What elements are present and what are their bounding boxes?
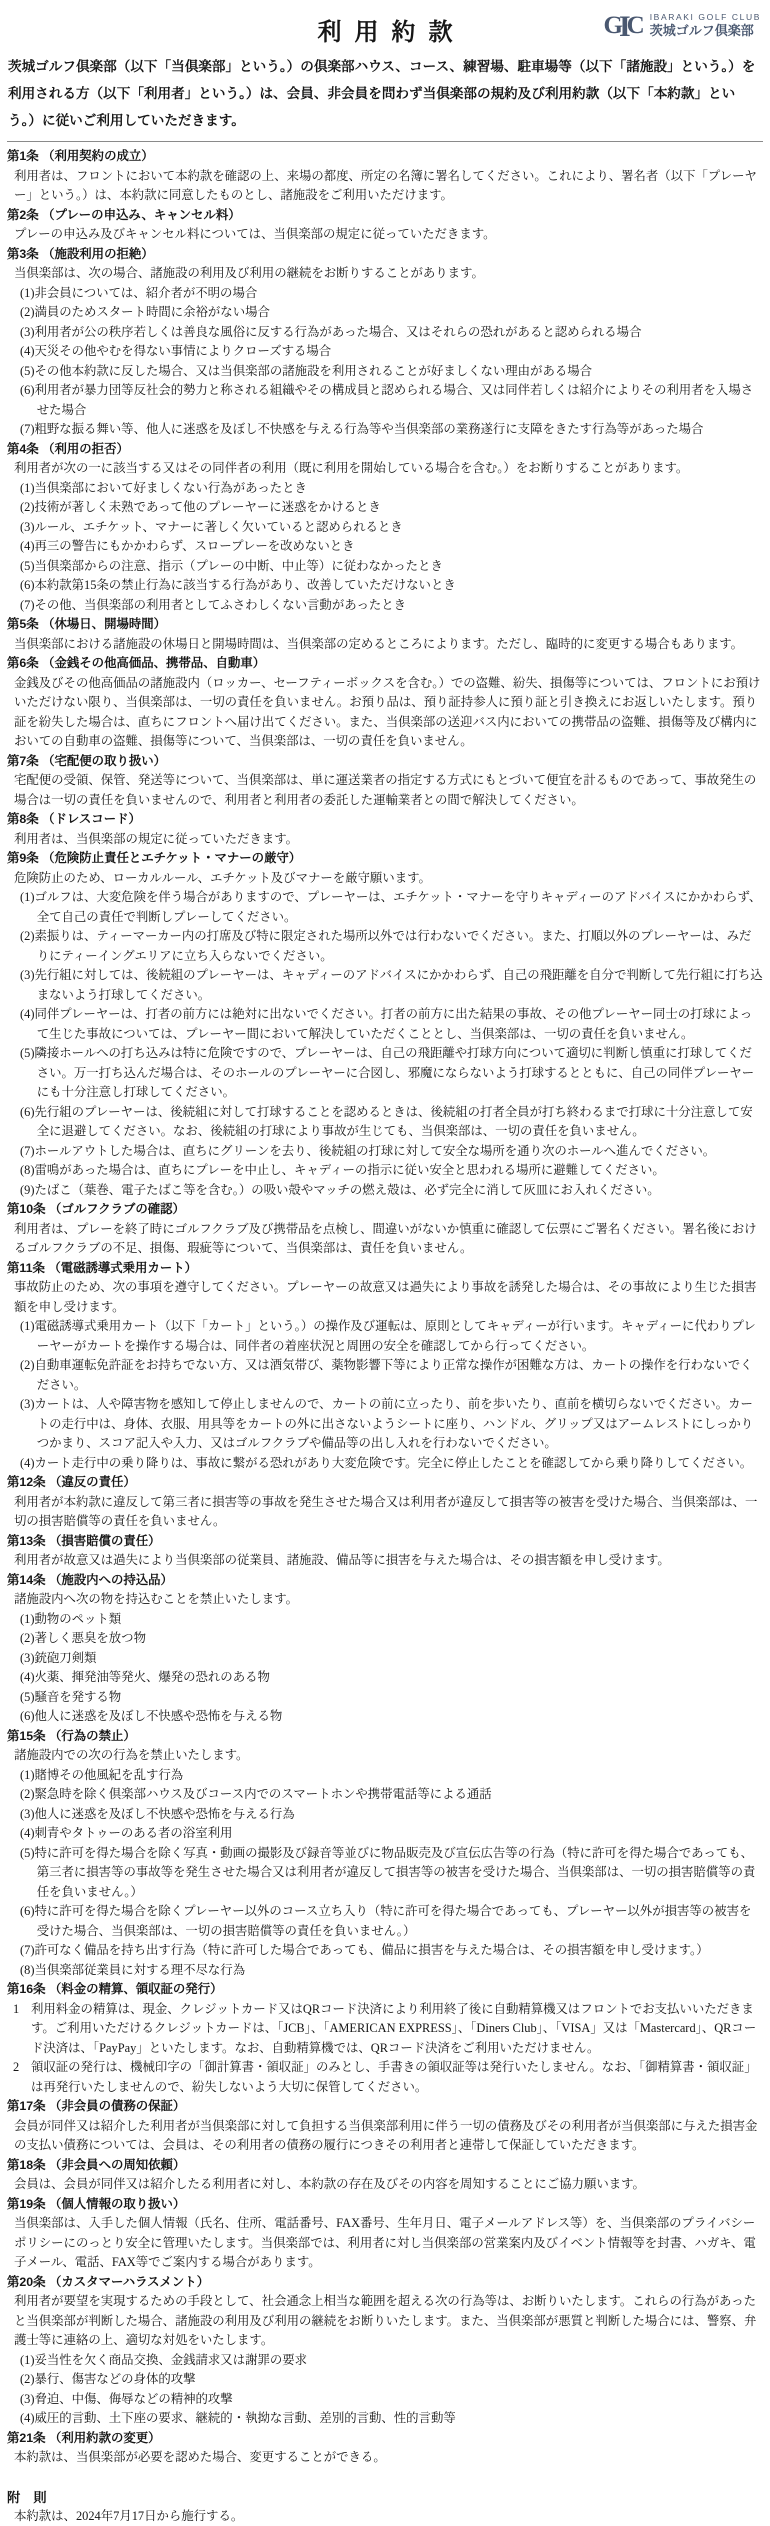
- article-list-item: (3)利用者が公の秩序若しくは善良な風俗に反する行為があった場合、又はそれらの恐れがあると認められる場合: [20, 324, 642, 339]
- article-heading: 第14条 （施設内への持込品）: [7, 1572, 173, 1587]
- article-list-item: (1)動物のペット類: [20, 1611, 122, 1626]
- article-heading: 第6条 （金銭その他高価品、携帯品、自動車）: [7, 656, 266, 670]
- article-heading: 第11条 （電磁誘導式乗用カート）: [7, 1260, 198, 1275]
- article-list-item: (5)当倶楽部からの注意、指示（プレーの中断、中止等）に従わなかったとき: [20, 558, 443, 573]
- article-paragraph: 本約款は、当倶楽部が必要を認めた場合、変更することができる。: [14, 2450, 386, 2464]
- article-paragraph: 危険防止のため、ローカルルール、エチケット及びマナーを厳守願います。: [14, 870, 431, 885]
- club-logo-text: [650, 12, 761, 39]
- article-heading: 第7条 （宅配便の取り扱い）: [7, 753, 167, 768]
- appendix-heading: 附 則: [7, 2489, 47, 2505]
- article-paragraph: 事故防止のため、次の事項を遵守してください。プレーヤーの故意又は過失により事故を誘発した場合は、その事故により生じた損害額を申し受けます。: [14, 1280, 757, 1314]
- article-list-item: (1)電磁誘導式乗用カート（以下「カート」という。）の操作及び運転は、原則としてキャディーが行います。キャディーに代わりプレーヤーがカートを操作する場合は、同伴者の着座状況と周囲の安全を確認してから行ってください。: [20, 1319, 756, 1353]
- article-paragraph: 当倶楽部は、入手した個人情報（氏名、住所、電話番号、FAX番号、生年月日、電子メールアドレス等）を、当倶楽部のプライバシーポリシーにのっとり安全に管理いたします。当倶楽部では、利用者に対し当倶楽部の営業案内及びイベント情報等を封書、ハガキ、電子メール、電話、FAX等でご案内する場合があります。: [14, 2216, 756, 2269]
- article-list-item: (2)素振りは、ティーマーカー内の打席及び特に限定された場所以外では行わないでください。また、打順以外のプレーヤーは、みだりにティーイングエリアに立ち入らないでください。: [20, 929, 752, 963]
- article-list-item: (3)先行組に対しては、後続組のプレーヤーは、キャディーのアドバイスにかかわらず、自己の飛距離を自分で判断して先行組に打ち込まないよう打球してください。: [20, 968, 763, 1002]
- article-list-item: (6)本約款第15条の禁止行為に該当する行為があり、改善していただけないとき: [20, 578, 456, 592]
- article-list-item: (2)満員のためスタート時間に余裕がない場合: [20, 305, 270, 319]
- article-list-item: (4)天災その他やむを得ない事情によりクローズする場合: [20, 344, 332, 358]
- clause-text: 領収証の発行は、機械印字の「御計算書・領収証」のみとし、手書きの領収証等は発行いたしません。なお、「御精算書・領収証」は再発行いたしませんので、紛失しないよう大切に保管してください。: [31, 2060, 757, 2094]
- article-list-item: (2)著しく悪臭を放つ物: [20, 1631, 146, 1645]
- article-list-item: (7)ホールアウトした場合は、直ちにグリーンを去り、後続組の打球に対して安全な場所を通り次のホールへ進んでください。: [20, 1143, 716, 1158]
- article-list-item: (1)当倶楽部において好ましくない行為があったとき: [20, 480, 307, 495]
- article-list-item: (2)技術が著しく未熟であって他のプレーヤーに迷惑をかけるとき: [20, 500, 381, 514]
- clause-text: 利用料金の精算は、現金、クレジットカード又はQRコード決済により利用終了後に自動精算機又はフロントでお支払いいただきます。ご利用いただけるクレジットカードは、「JCB」、「AMERICAN EXPRESS」、「Diners Club」、「VISA」又は「Mastercard」、QRコード決済は、「PayPay」といたします。なお、自動精算機では、QRコード決済をご利用いただけません。: [31, 2001, 757, 2055]
- article-heading: 第4条 （利用の拒否）: [7, 441, 129, 456]
- article-list-item: (6)利用者が暴力団等反社会的勢力と称される組織やその構成員と認められる場合、又は同伴若しくは紹介によりその利用者を入場させた場合: [20, 383, 754, 417]
- article-heading: 第17条 （非会員の債務の保証）: [7, 2099, 186, 2113]
- club-logo-monogram-icon: [603, 9, 645, 43]
- article-heading: 第18条 （非会員への周知依頼）: [7, 2157, 186, 2172]
- article-paragraph: 利用者が故意又は過失により当倶楽部の従業員、諸施設、備品等に損害を与えた場合は、その損害額を申し受けます。: [14, 1553, 670, 1567]
- club-name-english: IBARAKI GOLF CLUB: [649, 12, 761, 22]
- article-paragraph: 当倶楽部は、次の場合、諸施設の利用及び利用の継続をお断りすることがあります。: [14, 266, 484, 280]
- article-list-item: (7)許可なく備品を持ち出す行為（特に許可した場合であっても、備品に損害を与えた場合は、その損害額を申し受けます。）: [20, 1943, 709, 1957]
- article-list-item: (1)賭博その他風紀を乱す行為: [20, 1767, 184, 1782]
- club-name-japanese: 茨城ゴルフ倶楽部: [649, 22, 754, 38]
- article-heading: 第9条 （危険防止責任とエチケット・マナーの厳守）: [7, 851, 302, 865]
- logo-letter-g: G: [603, 11, 623, 39]
- article-paragraph: 利用者が要望を実現するための手段として、社会通念上相当な範囲を超える次の行為等は、お断りいたします。これらの行為があったと当倶楽部が判断した場合、諸施設の利用及び利用の継続をお断りいたします。また、当倶楽部が悪質と判断した場合には、警察、弁護士等に連絡の上、適切な対処をいたします。: [14, 2294, 757, 2347]
- page-title: 利用約款: [317, 19, 466, 46]
- article-list-item: (3)カートは、人や障害物を感知して停止しませんので、カートの前に立ったり、前を歩いたり、直前を横切らないでください。カートの走行中は、身体、衣服、用具等をカートの外に出さないようシートに座り、ハンドル、グリップ又はアームレストにしっかりつかまり、スコア記入や入力、又はゴルフクラブや備品等の出し入れを行わないでください。: [20, 1397, 754, 1450]
- article-list-item: (7)粗野な振る舞い等、他人に迷惑を及ぼし不快感を与える行為等や当倶楽部の業務遂行に支障をきたす行為等があった場合: [20, 422, 704, 436]
- article-heading: 第15条 （行為の禁止）: [7, 1728, 136, 1743]
- appendix-body: 本約款は、2024年7月17日から施行する。: [14, 2508, 244, 2523]
- article-list-item: (3)ルール、エチケット、マナーに著しく欠いていると認められるとき: [20, 519, 403, 534]
- article-paragraph: 諸施設内での次の行為を禁止いたします。: [14, 1748, 249, 1762]
- article-paragraph: 当倶楽部における諸施設の休場日と開場時間は、当倶楽部の定めるところによります。ただし、臨時的に変更する場合もあります。: [14, 636, 744, 651]
- article-list-item: (5)その他本約款に反した場合、又は当倶楽部の諸施設を利用されることが好ましくない理由がある場合: [20, 363, 593, 378]
- article-list-item: (6)他人に迷惑を及ぼし不快感や恐怖を与える物: [20, 1709, 283, 1723]
- article-list-item: (4)カート走行中の乗り降りは、事故に繋がる恐れがあり大変危険です。完全に停止したことを確認してから乗り降りしてください。: [20, 1455, 753, 1470]
- article-heading: 第21条 （利用約款の変更）: [7, 2430, 161, 2445]
- article-heading: 第20条 （カスタマーハラスメント）: [7, 2274, 210, 2289]
- logo-letter-i: I: [618, 9, 631, 43]
- document-header: [7, 6, 763, 52]
- articles-container: [7, 142, 763, 2468]
- article-list-item: (5)騒音を発する物: [20, 1689, 122, 1704]
- article-list-item: (5)特に許可を得た場合を除く写真・動画の撮影及び録音等並びに物品販売及び宣伝広告等の行為（特に許可を得た場合であっても、第三者に損害等の事故等を発生させた場合又は利用者が違反して損害等の被害を受けた場合、当倶楽部は、一切の損害賠償等の責任を負いません。）: [20, 1845, 756, 1899]
- article-list-item: (2)緊急時を除く倶楽部ハウス及びコース内でのスマートホンや携帯電話等による通話: [20, 1787, 492, 1801]
- article-heading: 第12条 （違反の責任）: [7, 1475, 136, 1489]
- article-paragraph: 会員は、会員が同伴又は紹介したる利用者に対し、本約款の存在及びその内容を周知することにご協力願います。: [14, 2177, 645, 2191]
- article-list-item: (4)刺青やタトゥーのある者の浴室利用: [20, 1826, 233, 1840]
- article-numbered-clause: [13, 2000, 763, 2059]
- article-list-item: (6)先行組のプレーヤーは、後続組に対して打球することを認めるときは、後続組の打者全員が打ち終わるまで打球に十分注意して安全に退避してください。なお、後続組の打球により事故が生じても、当倶楽部は、一切の責任を負いません。: [20, 1104, 753, 1138]
- article-list-item: (4)威圧的言動、土下座の要求、継続的・執拗な言動、差別的言動、性的言動等: [20, 2411, 456, 2425]
- article-paragraph: 利用者は、フロントにおいて本約款を確認の上、来場の都度、所定の名簿に署名してください。これにより、署名者（以下「プレーヤー」という。）は、本約款に同意したものとし、諸施設をご利用いただけます。: [14, 168, 757, 202]
- article-list-item: (9)たばこ（葉巻、電子たばこ等を含む。）の吸い殻やマッチの燃え殻は、必ず完全に消して灰皿にお入れください。: [20, 1182, 660, 1197]
- article-list-item: (3)脅迫、中傷、侮辱などの精神的攻撃: [20, 2391, 233, 2406]
- article-list-item: (8)雷鳴があった場合は、直ちにプレーを中止し、キャディーの指示に従い安全と思われる場所に避難してください。: [20, 1163, 665, 1177]
- article-paragraph: 会員が同伴又は紹介した利用者が当倶楽部に対して負担する当倶楽部利用に伴う一切の債務及びその利用者が当倶楽部に与えた損害金の支払い債務については、会員は、その利用者の債務の履行につきその利用者と連帯して保証していただきます。: [14, 2118, 758, 2152]
- article-paragraph: 諸施設内へ次の物を持込むことを禁止いたします。: [14, 1592, 298, 1606]
- logo-letter-c: C: [626, 11, 645, 39]
- club-logo: [603, 9, 761, 43]
- article-list-item: (2)自動車運転免許証をお持ちでない方、又は酒気帯び、薬物影響下等により正常な操作が困難な方は、カートの操作を行わないでください。: [20, 1358, 753, 1392]
- article-heading: 第3条 （施設利用の拒絶）: [7, 246, 154, 261]
- article-paragraph: プレーの申込み及びキャンセル料については、当倶楽部の規定に従っていただきます。: [14, 227, 496, 241]
- clause-number: 1: [13, 2001, 20, 2016]
- article-paragraph: 金銭及びその他高価品の諸施設内（ロッカー、セーフティーボックスを含む。）での盗難、紛失、損傷等については、フロントにお預けいただけない限り、当倶楽部は、一切の責任を負いません。お預り品は、預り証持参人に預り証と引き換えにお返しいたします。預り証を紛失した場合は、直ちにフロントへ届け出てください。また、当倶楽部の送迎バス内においての携帯品の盗難、損傷等及び構内においての自動車の盗難、損傷等について、当倶楽部は、一切の責任を負いません。: [14, 675, 761, 748]
- article-list-item: (4)再三の警告にもかかわらず、スロープレーを改めないとき: [20, 539, 355, 553]
- article-list-item: (3)銃砲刀剣類: [20, 1650, 97, 1665]
- article-list-item: (3)他人に迷惑を及ぼし不快感や恐怖を与える行為: [20, 1806, 295, 1821]
- article-heading: 第8条 （ドレスコード）: [7, 812, 141, 826]
- article-paragraph: 利用者は、当倶楽部の規定に従っていただきます。: [14, 831, 298, 846]
- article-paragraph: 利用者が次の一に該当する又はその同伴者の利用（既に利用を開始している場合を含む。）をお断りすることがあります。: [14, 461, 689, 475]
- article-numbered-clause: [13, 2058, 763, 2097]
- article-paragraph: 利用者は、プレーを終了時にゴルフクラブ及び携帯品を点検し、間違いがないか慎重に確認して伝票にご署名ください。署名後におけるゴルフクラブの不足、損傷、瑕疵等について、当倶楽部は、責任を負いません。: [14, 1221, 757, 1255]
- article-list-item: (4)火薬、揮発油等発火、爆発の恐れのある物: [20, 1670, 270, 1684]
- article-heading: 第10条 （ゴルフクラブの確認）: [7, 1202, 185, 1216]
- article-list-item: (5)隣接ホールへの打ち込みは特に危険ですので、プレーヤーは、自己の飛距離や打球方向について適切に判断し慎重に打球してください。万一打ち込んだ場合は、そのホールのプレーヤーに合図し、邪魔にならないよう打球するとともに、自己の同伴プレーヤーにも十分注意し打球してください。: [20, 1046, 755, 1099]
- article-list-item: (8)当倶楽部従業員に対する理不尽な行為: [20, 1962, 246, 1977]
- article-list-item: (2)暴行、傷害などの身体的攻撃: [20, 2372, 196, 2386]
- article-list-item: (1)ゴルフは、大変危険を伴う場合がありますので、プレーヤーは、エチケット・マナーを守りキャディーのアドバイスにかかわらず、全て自己の責任で判断しプレーしてください。: [20, 890, 762, 924]
- article-heading: 第19条 （個人情報の取り扱い）: [7, 2196, 186, 2211]
- article-heading: 第13条 （損害賠償の責任）: [7, 1533, 161, 1548]
- article-heading: 第2条 （プレーの申込み、キャンセル料）: [7, 207, 241, 222]
- article-paragraph: 宅配便の受領、保管、発送等について、当倶楽部は、単に運送業者の指定する方式にもとづいて便宜を計るものであって、事故発生の場合は一切の責任を負いませんので、利用者と利用者の委託した運輸業者との間で解決してください。: [14, 773, 757, 807]
- article-heading: 第5条 （休場日、開場時間）: [7, 617, 167, 631]
- article-list-item: (1)妥当性を欠く商品交換、金銭請求又は謝罪の要求: [20, 2352, 308, 2367]
- intro-paragraph: 茨城ゴルフ倶楽部（以下「当倶楽部」という。）の倶楽部ハウス、コース、練習場、駐車場等（以下「諸施設」という。）を利用される方（以下「利用者」という。）は、会員、非会員を問わず当倶楽部の規約及び利用約款（以下「本約款」という。）に従いご利用していただきます。: [7, 52, 763, 142]
- article-list-item: (6)特に許可を得た場合を除くプレーヤー以外のコース立ち入り（特に許可を得た場合であっても、プレーヤー以外が損害等の被害を受けた場合、当倶楽部は、一切の損害賠償等の責任を負いません。）: [20, 1904, 752, 1938]
- article-paragraph: 利用者が本約款に違反して第三者に損害等の事故を発生させた場合又は利用者が違反して損害等の被害を受けた場合、当倶楽部は、一切の損害賠償等の責任を負いません。: [14, 1494, 758, 1528]
- article-heading: 第16条 （料金の精算、領収証の発行）: [7, 1982, 223, 1996]
- clause-number: 2: [13, 2060, 20, 2074]
- article-heading: 第1条 （利用契約の成立）: [7, 149, 154, 163]
- article-list-item: (7)その他、当倶楽部の利用者としてふさわしくない言動があったとき: [20, 597, 407, 612]
- article-list-item: (4)同伴プレーヤーは、打者の前方には絶対に出ないでください。打者の前方に出た結果の事故、その他プレーヤー同士の打球によって生じた事故については、プレーヤー間において解決していただくこととし、当倶楽部は、一切の責任を負いません。: [20, 1007, 753, 1041]
- article-list-item: (1)非会員については、紹介者が不明の場合: [20, 285, 258, 300]
